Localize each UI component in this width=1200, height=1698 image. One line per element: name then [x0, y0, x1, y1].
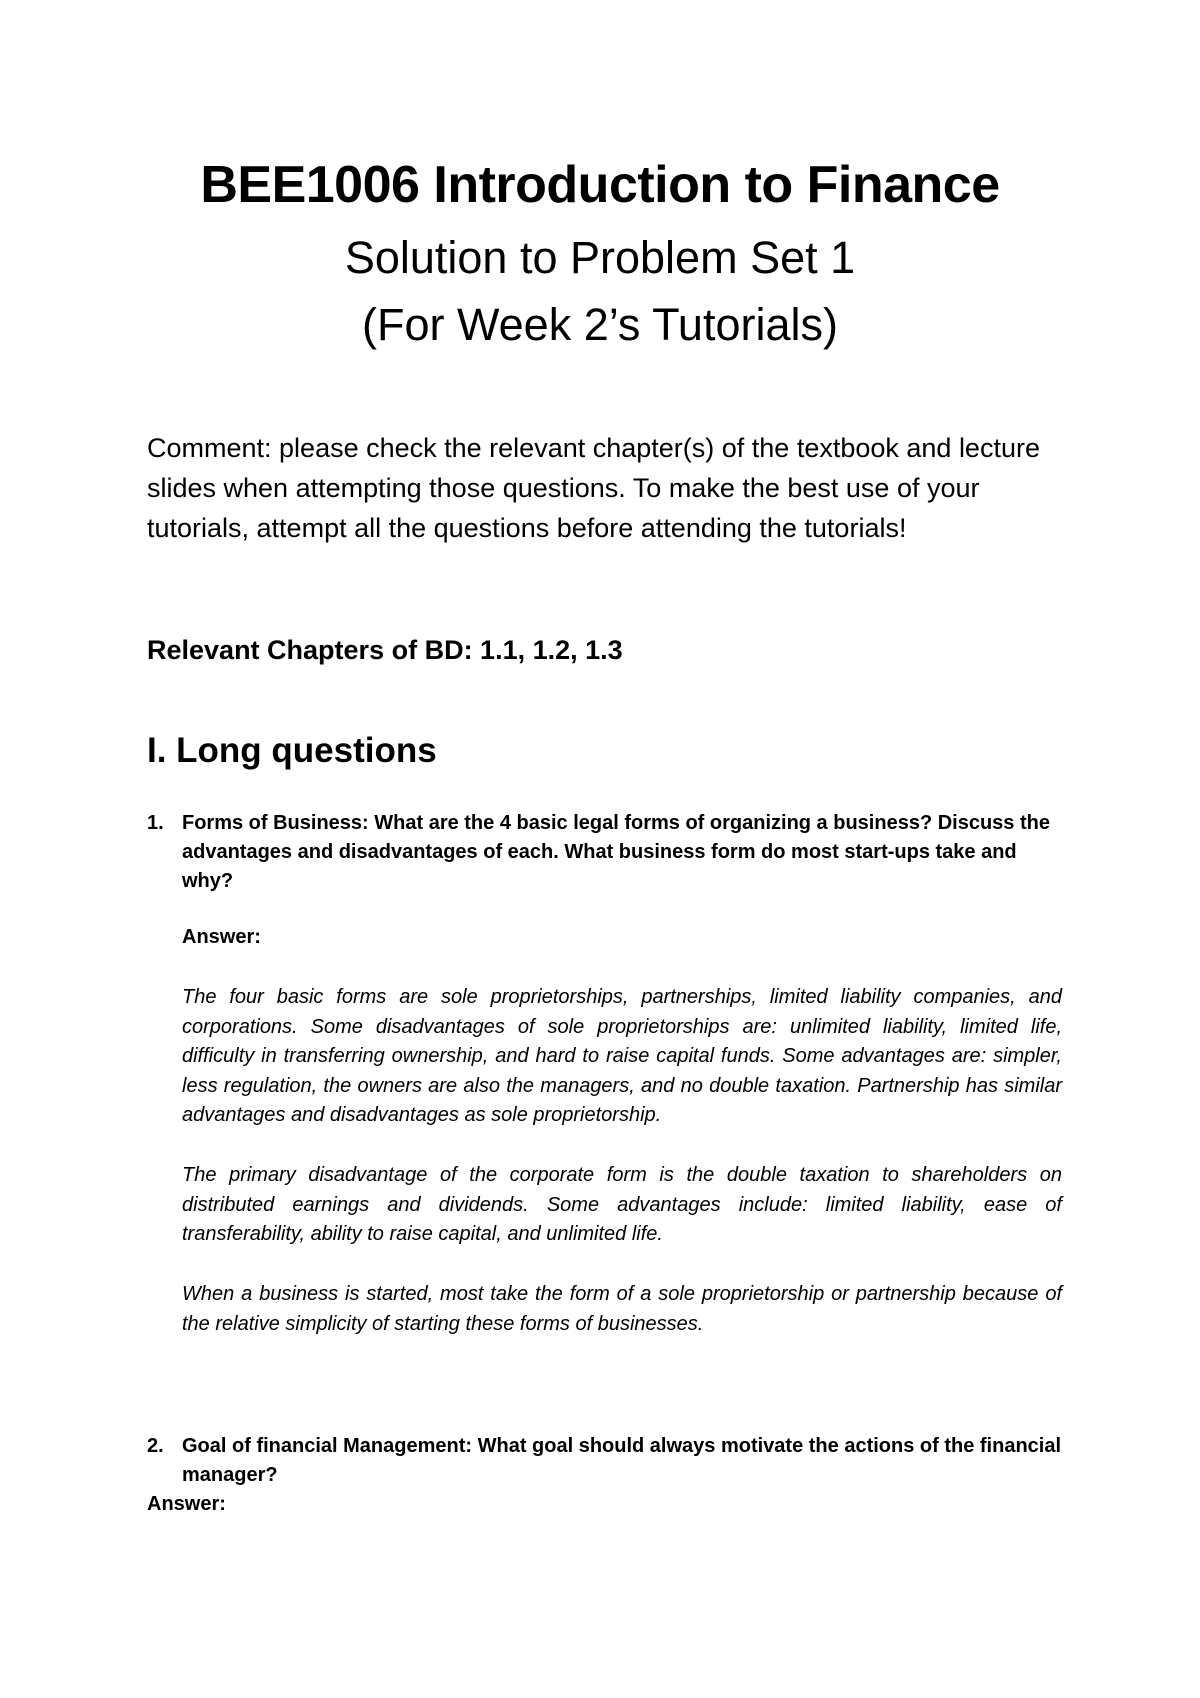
- question-text: Goal of financial Management: What goal should always motivate the actions of the financial manager?: [182, 1435, 1062, 1486]
- answer-label: Answer:: [147, 1493, 226, 1515]
- document-subtitle-week: (For Week 2’s Tutorials): [362, 299, 838, 350]
- document-title: BEE1006 Introduction to Finance: [200, 156, 1000, 214]
- section-heading: I. Long questions: [147, 731, 437, 770]
- question-1: [147, 809, 1062, 896]
- question-2: [147, 1432, 1062, 1490]
- document-subtitle: Solution to Problem Set 1: [344, 232, 856, 283]
- answer-paragraph: When a business is started, most take the form of a sole proprietorship or partnership because of the relative simplicity of starting these forms of businesses.: [182, 1283, 1062, 1335]
- question-number: 2.: [147, 1435, 164, 1457]
- relevant-chapters: Relevant Chapters of BD: 1.1, 1.2, 1.3: [147, 635, 623, 665]
- answer-paragraph: The primary disadvantage of the corporate form is the double taxation to shareholders on distributed earnings and dividends. Some advantages include: limited liability, ease of transferability, ability to raise capital, and unlimited life.: [182, 1164, 1062, 1245]
- answer-paragraph: The four basic forms are sole proprietorships, partnerships, limited liability companies, and corporations. Some disadvantages of sole proprietorships are: unlimited liability, limited life, difficulty in transferring ownership, and hard to raise capital funds. Some advantages are: simpler, less regulation, the owners are also the managers, and no double taxation. Partnership has similar advantages and disadvantages as sole proprietorship.: [182, 986, 1062, 1126]
- question-number: 1.: [147, 812, 164, 834]
- intro-comment: Comment: please check the relevant chapter(s) of the textbook and lecture slides when attempting those questions. To make the best use of your tutorials, attempt all the questions before attending the tutorials!: [147, 433, 1040, 543]
- question-text: Forms of Business: What are the 4 basic legal forms of organizing a business? Discuss the advantages and disadvantages of each. What business form do most start-ups take and why?: [182, 812, 1050, 892]
- answer-label: Answer:: [182, 926, 261, 948]
